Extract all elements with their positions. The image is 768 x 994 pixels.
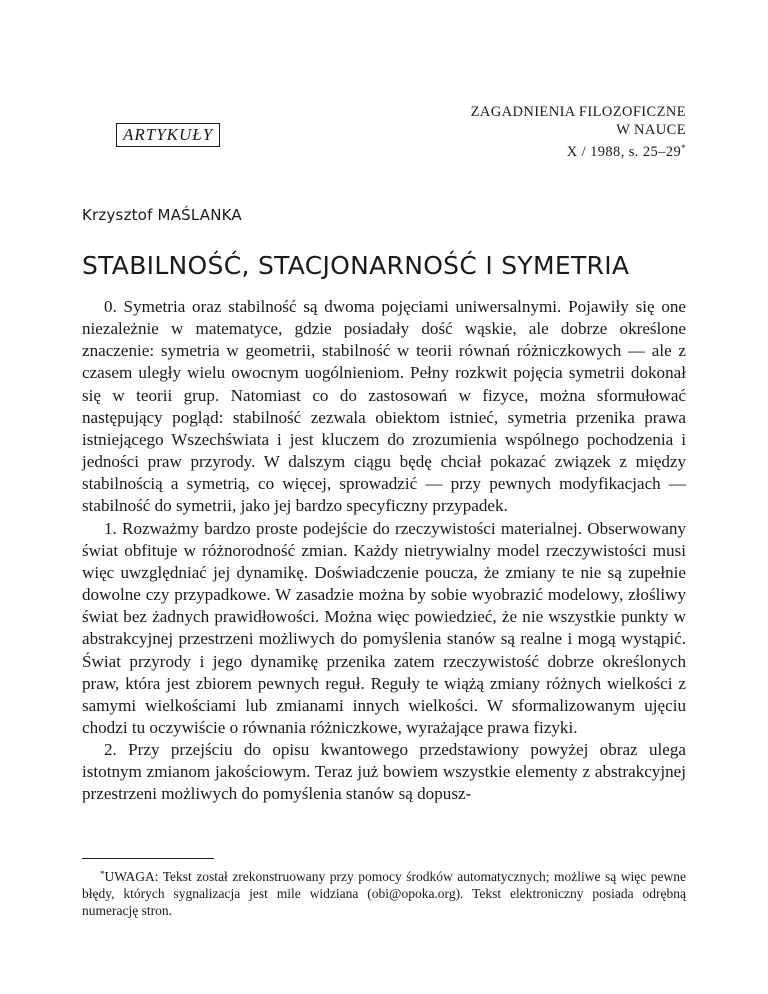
footnote-marker: * (681, 143, 686, 153)
paragraph: 2. Przy przejściu do opisu kwantowego przedstawiony powyżej obraz ulega istotnym zmianom jakościowym. Teraz już bowiem wszystkie elementy z abstrakcyjnej przestrzeni możliwych do pomyślenia stanów są dopusz- (82, 740, 686, 804)
footnote-mark: * (100, 869, 105, 879)
footnote (82, 866, 686, 919)
article-title: STABILNOŚĆ, STACJONARNOŚĆ I SYMETRIA (82, 251, 630, 280)
footnote-text: UWAGA: Tekst został zrekonstruowany przy pomocy środków automatycznych; możliwe są więc pewne błędy, których sygnalizacja jest mile widziana (obi@opoka.org). Tekst elektroniczny posiada odrębną numerację stron. (82, 869, 686, 918)
journal-info (471, 103, 686, 161)
section-label: ARTYKUŁY (116, 123, 220, 147)
paragraph: 1. Rozważmy bardzo proste podejście do rzeczywistości materialnej. Obserwowany świat obfituje w różnorodność zmian. Każdy nietrywialny model rzeczywistości musi więc uwzględniać jej dynamikę. Doświadczenie poucza, że zmiany te nie są zupełnie dowolne czy przypadkowe. W zasadzie można by sobie wyobrazić modelowy, złośliwy świat bez żadnych prawidłowości. Można więc powiedzieć, że nie wszystkie punkty w abstrakcyjnej przestrzeni możliwych do pomyślenia stanów są realne i mogą wystąpić. Świat przyrody i jego dynamikę przenika zatem rzeczywistość dobrze określonych praw, która jest zbiorem pewnych reguł. Reguły te wiążą zmiany różnych wielkości z samymi wielkościami lub zmianami innych wielkości. W sformalizowanym ujęciu chodzi tu oczywiście o równania różniczkowe, wyrażające prawa fizyki. (82, 518, 686, 737)
author-name: Krzysztof MAŚLANKA (82, 206, 242, 224)
footnote-divider (82, 858, 214, 859)
journal-name: ZAGADNIENIA FILOZOFICZNE (470, 104, 686, 120)
journal-issue-pages: X / 1988, s. 25–29 (566, 144, 682, 160)
paragraph: 0. Symetria oraz stabilność są dwoma pojęciami uniwersalnymi. Pojawiły się one niezależnie w matematyce, gdzie posiadały dość wąskie, ale dobrze określone znaczenie: symetria w geometrii, stabilność w teorii równań różniczkowych — ale z czasem uległy wielu owocnym uogólnieniom. Pełny rozkwit pojęcia symetrii dokonał się w teorii grup. Natomiast co do zastosowań w fizyce, można sformułować następujący pogląd: stabilność zezwala obiektom istnieć, symetria przenika prawa istniejącego Wszechświata i jest kluczem do zrozumienia wspólnego pochodzenia i jedności praw przyrody. W dalszym ciągu będę chciał pokazać związek z między stabilnością a symetrią, co więcej, sprowadzić — przy pewnych modyfikacjach — stabilność do symetrii, jako jej bardzo specyficzny przypadek. (82, 297, 686, 516)
journal-subtitle: W NAUCE (616, 122, 686, 138)
journal-issue (471, 139, 686, 161)
article-body (82, 296, 686, 806)
